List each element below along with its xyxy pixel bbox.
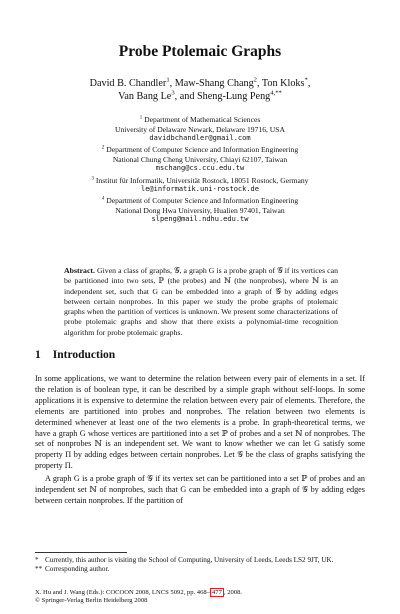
citation-suffix: , 2008. <box>223 589 243 596</box>
affiliation-email[interactable]: slpeng@mail.ndhu.edu.tw <box>151 215 249 224</box>
abstract-label: Abstract. <box>64 266 95 275</box>
affiliation-email[interactable]: mschang@cs.ccu.edu.tw <box>155 164 245 173</box>
affiliation-mark: 3 <box>91 176 94 182</box>
author-name: David B. Chandler <box>89 78 167 89</box>
affiliation-address: National Dong Hwa University, Hualien 97401, Taiwan <box>115 205 285 215</box>
section-heading <box>35 349 115 361</box>
footnote <box>35 565 365 574</box>
page-link[interactable]: 477 <box>212 589 222 596</box>
footnote-rule <box>35 552 127 553</box>
affiliation-1 <box>40 115 360 144</box>
author-name: Maw-Shang Chang <box>174 78 254 89</box>
affiliation-org: Department of Computer Science and Information Engineering <box>106 145 299 155</box>
footnote-mark: * <box>35 556 39 564</box>
footnote-text: Corresponding author. <box>45 565 110 573</box>
footnote-text: Currently, this author is visiting the School of Computing, University of Leeds, Leeds LS2 9JT, UK. <box>45 556 334 564</box>
author-list <box>40 77 360 103</box>
paragraph: In some applications, we want to determine the relation between every pair of elements in a set. If the relation is of boolean type, it can be described by a simple graph without self-loops. In some applications it is expensive to determine the relation between every pair of elements. Therefore, the elements are partitioned into probes and nonprobes. The relation between two elements is determined whenever at least one of the two elements is a probe. In graph-theoretical terms, we have a graph G whose vertices are partitioned into a set ℙ of probes and a set ℕ of nonprobes. The set of nonprobes ℕ is an independent set. We want to know whether we can let G satisfy some property Π by adding edges between certain nonprobes. Let 𝒢 be the class of graphs satisfying the property Π. <box>35 374 365 471</box>
footnotes <box>35 556 365 574</box>
affiliation-mark: 1 <box>139 115 143 121</box>
author-line-1: David B. Chandler$^1$, Maw-Shang Chang$^2$, Ton Kloks*, <box>89 76 311 89</box>
affiliation-org: Institut für Informatik, Universität Rostock, 18051 Rostock, Germany <box>95 175 309 185</box>
footnote-mark: ** <box>35 565 43 573</box>
citation-block <box>35 589 365 606</box>
affiliation-mark: * <box>304 76 308 84</box>
citation-line <box>35 589 365 597</box>
body-text <box>35 374 365 507</box>
affiliation-org: Department of Mathematical Sciences <box>144 115 261 124</box>
footnote <box>35 556 365 565</box>
abstract-text: Given a class of graphs, 𝒢, a graph G is a probe graph of 𝒢 if its vertices can be partitioned into two sets, ℙ (the probes) and ℕ (the nonprobes), where ℕ is an independent set, such that G can be embedded into a graph of 𝒢 by adding edges between certain nonprobes. In this paper we study the probe graphs of ptolemaic graphs when the partition of vertices is unknown. We present some characterizations of probe ptolemaic graphs and show that there exists a polynomial-time recognition algorithm for probe ptolemaic graphs. <box>64 266 338 337</box>
paper-title: Probe Ptolemaic Graphs <box>118 43 282 60</box>
affiliation-mark: 3 <box>171 89 175 97</box>
affiliation-email[interactable]: davidbchandler@gmail.com <box>149 134 251 143</box>
affiliation-mark: 4,** <box>270 89 282 97</box>
author-name: and Sheng-Lung Peng <box>179 91 271 102</box>
affiliation-mark: 1 <box>166 76 170 84</box>
affiliation-address: University of Delaware Newark, Delaware 19716, USA <box>115 124 285 134</box>
affiliation-address: National Chung Cheng University, Chiayi 62107, Taiwan <box>112 154 288 164</box>
affiliation-4 <box>40 196 360 225</box>
abstract <box>64 266 338 338</box>
section-title: Introduction <box>52 349 116 361</box>
section-number: 1 <box>35 349 41 361</box>
affiliation-mark: 4 <box>101 196 105 202</box>
affiliation-mark: 2 <box>253 76 257 84</box>
affiliation-3 <box>40 176 360 195</box>
affiliation-mark: 2 <box>101 145 105 151</box>
author-line-2: Van Bang Le$^3$, and Sheng-Lung Peng$^{4,**}$ <box>118 89 282 102</box>
affiliations <box>40 115 360 227</box>
affiliation-org: Department of Computer Science and Information Engineering <box>106 196 299 206</box>
paragraph: A graph G is a probe graph of 𝒢 if its vertex set can be partitioned into a set ℙ of probes and an independent set ℕ of nonprobes, such that G can be embedded into a graph of 𝒢 by adding edges between certain nonprobes. If the partition of <box>35 474 365 505</box>
copyright-line: © Springer-Verlag Berlin Heidelberg 2008 <box>35 597 148 605</box>
author-name: Ton Kloks <box>261 78 305 89</box>
citation-prefix: X. Hu and J. Wang (Eds.): COCOON 2008, LNCS 5092, pp. 468– <box>35 589 210 596</box>
affiliation-email[interactable]: le@informatik.uni-rostock.de <box>140 185 259 194</box>
author-name: Van Bang Le <box>118 91 172 102</box>
affiliation-2 <box>40 145 360 174</box>
